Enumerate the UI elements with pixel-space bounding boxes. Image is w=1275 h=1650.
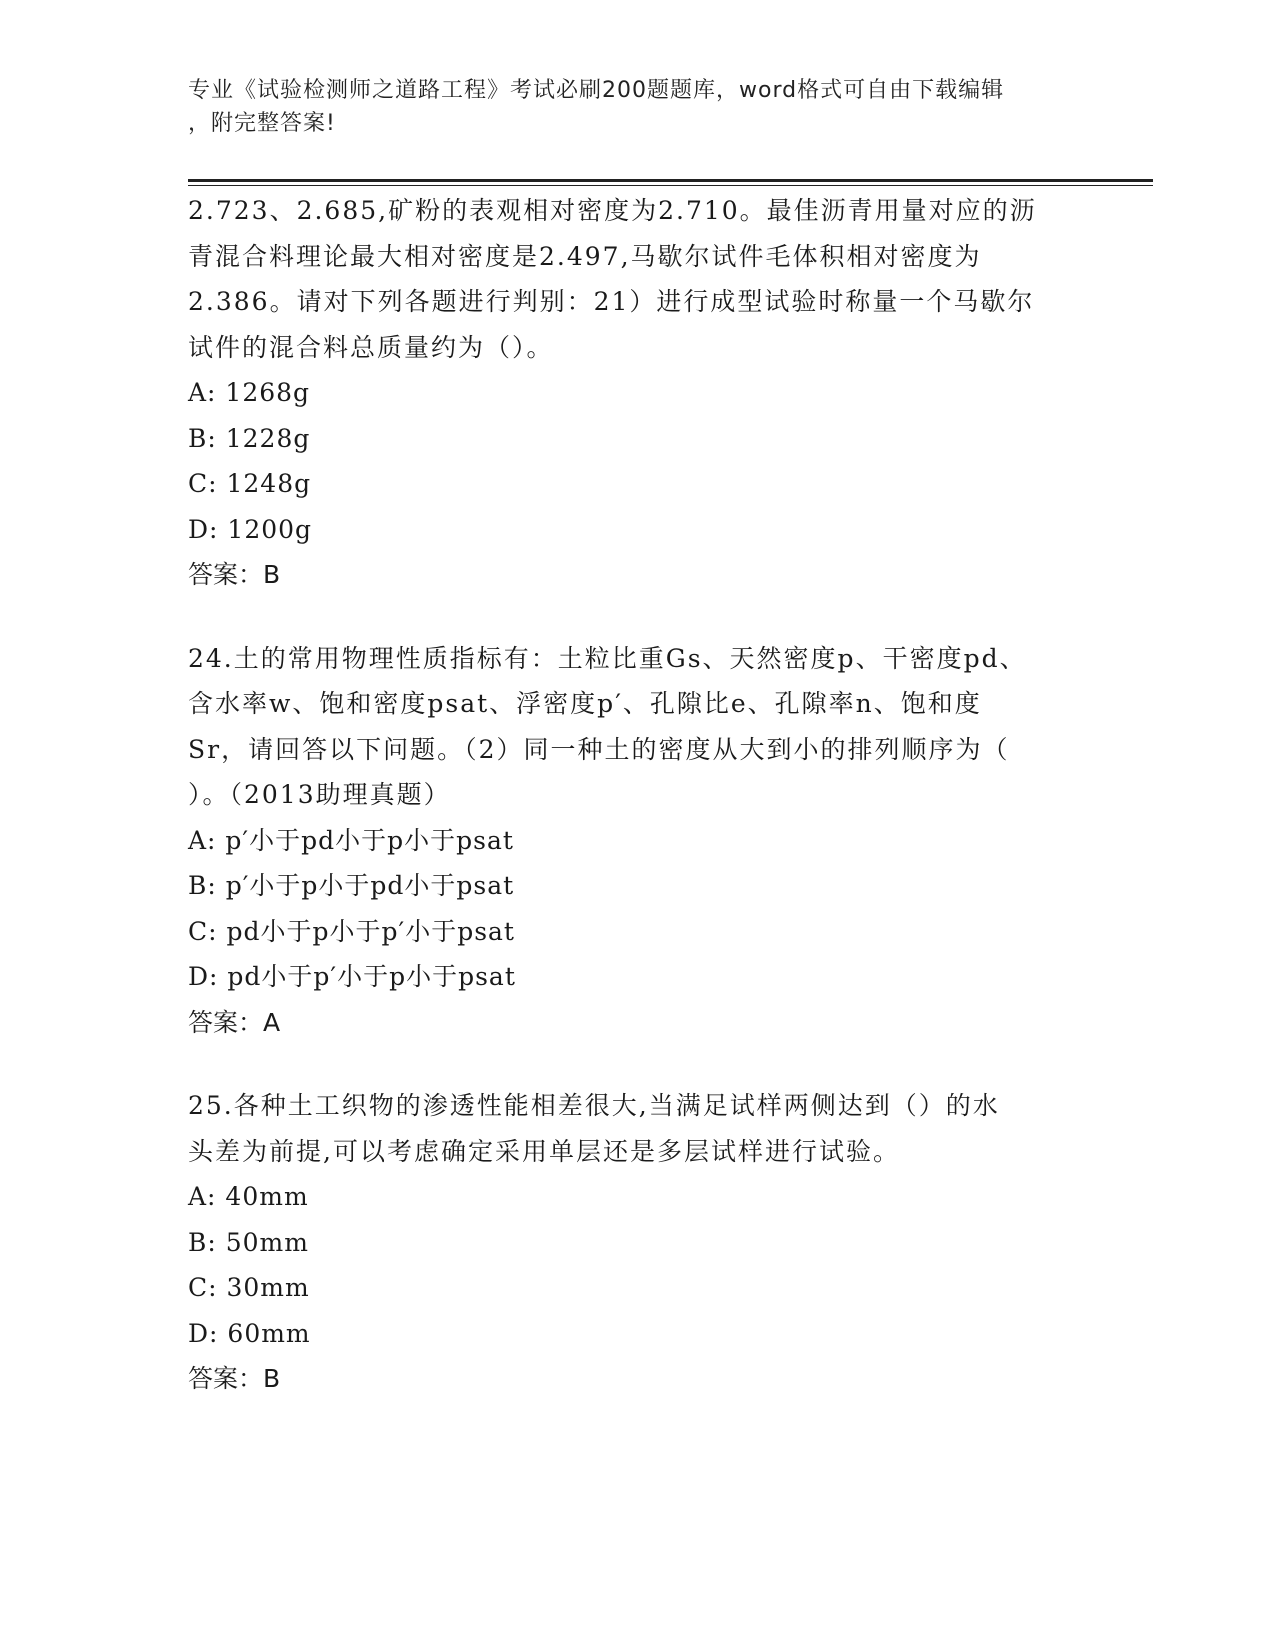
header-title-line-1: 专业《试验检测师之道路工程》考试必刷200题题库，word格式可自由下载编辑 (188, 78, 1005, 103)
question-stem-line: 含水率w、饱和密度psat、浮密度p′、孔隙比e、孔隙率n、饱和度 (188, 689, 982, 718)
option-c: C: 30mm (188, 1273, 310, 1302)
answer-label: 答案：B (188, 1364, 281, 1393)
answer-label: 答案：B (188, 560, 281, 589)
question-stem-line: 试件的混合料总质量约为（）。 (188, 332, 554, 362)
option-a: A: 40mm (188, 1182, 309, 1211)
option-b: B: p′小于p小于pd小于psat (188, 871, 515, 900)
question-stem-line: Sr，请回答以下问题。（2）同一种土的密度从大到小的排列顺序为（ (188, 734, 1010, 764)
option-a: A: p′小于pd小于p小于psat (188, 825, 514, 855)
question-stem-line: 2.386。请对下列各题进行判别：21）进行成型试验时称量一个马歇尔 (188, 287, 1035, 316)
question-item (188, 636, 1088, 1046)
header-divider-thick (188, 179, 1153, 182)
question-stem-line: ）。（2013助理真题） (188, 780, 451, 809)
question-list (188, 188, 1088, 1440)
question-item (188, 1083, 1088, 1402)
document-header (188, 74, 1088, 140)
option-a: A: 1268g (188, 378, 311, 407)
question-stem-line: 2.723、2.685,矿粉的表观相对密度为2.710。最佳沥青用量对应的沥 (188, 196, 1037, 225)
header-title-line-2: ，附完整答案! (188, 111, 336, 136)
question-stem-line: 头差为前提,可以考虑确定采用单层还是多层试样进行试验。 (188, 1136, 900, 1166)
option-d: D: pd小于p′小于p小于psat (188, 962, 516, 991)
question-stem-line: 青混合料理论最大相对密度是2.497,马歇尔试件毛体积相对密度为 (188, 241, 982, 271)
option-d: D: 1200g (188, 514, 313, 544)
question-stem-line: 25.各种土工织物的渗透性能相差很大,当满足试样两侧达到（）的水 (188, 1091, 1000, 1120)
answer-label: 答案：A (188, 1007, 281, 1037)
question-stem-line: 24.土的常用物理性质指标有：土粒比重Gs、天然密度p、干密度pd、 (188, 643, 1027, 673)
header-divider-thin (188, 185, 1153, 186)
option-c: C: 1248g (188, 469, 312, 498)
option-d: D: 60mm (188, 1318, 311, 1348)
option-b: B: 1228g (188, 423, 311, 453)
question-item (188, 188, 1088, 598)
option-c: C: pd小于p小于p′小于psat (188, 916, 515, 946)
option-b: B: 50mm (188, 1227, 309, 1257)
